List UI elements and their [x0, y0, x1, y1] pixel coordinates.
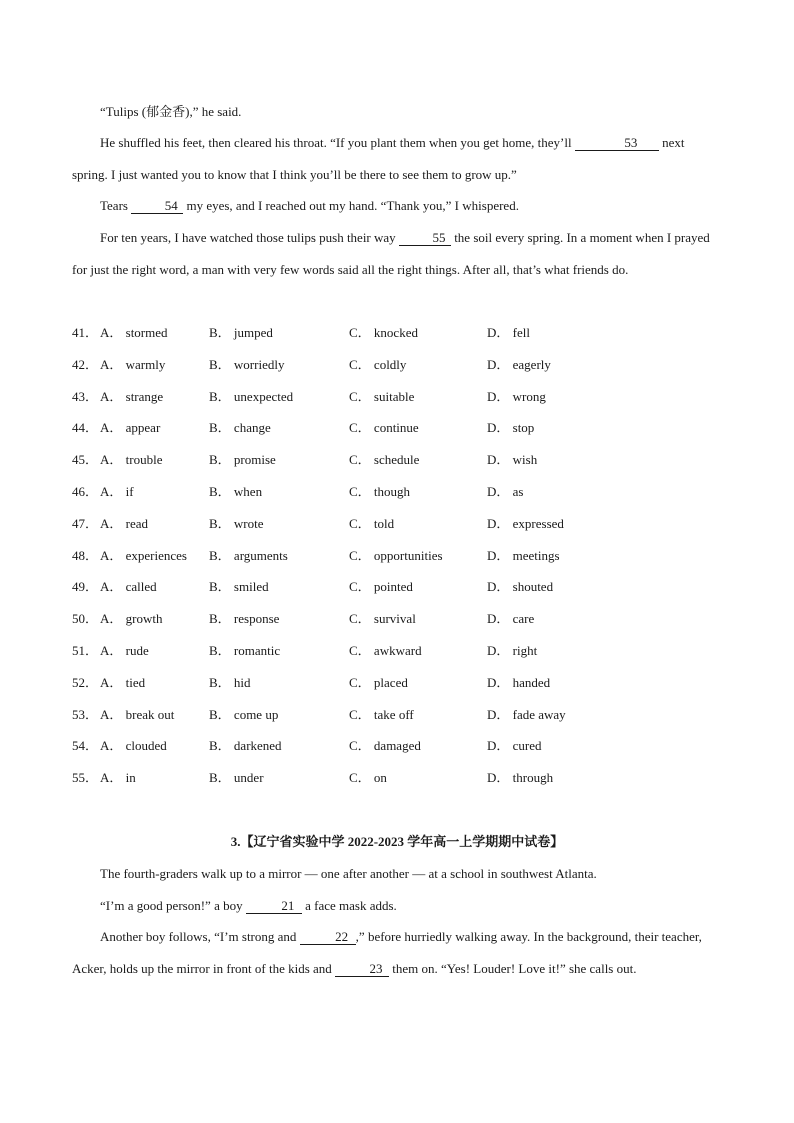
- passage-text: The fourth-graders walk up to a mirror — one after another — at a school in southwest Atlanta.: [100, 866, 597, 881]
- option-a: A． trouble: [100, 452, 163, 468]
- question-row-41: [72, 317, 712, 349]
- option-c: C． knocked: [349, 325, 418, 340]
- option-c: C． damaged: [349, 738, 421, 754]
- question-row-52: [72, 667, 712, 699]
- option-d: D． fade away: [487, 706, 566, 722]
- option-a: A． experiences: [100, 547, 187, 563]
- option-d: D． wrong: [487, 388, 546, 404]
- option-d: D． shouted: [487, 579, 554, 595]
- option-d: D． right: [487, 642, 538, 658]
- option-c: C． pointed: [349, 579, 413, 595]
- option-b: B． smiled: [209, 579, 269, 595]
- option-b: B． hid: [209, 674, 251, 690]
- option-b: B． jumped: [209, 325, 273, 340]
- passage-text: “I’m a good person!” a boy: [100, 898, 246, 913]
- section-3-paragraph-22-23: [72, 921, 712, 985]
- question-row-44: [72, 412, 712, 444]
- passage-text: a face mask adds.: [301, 898, 397, 913]
- answer-options-list: [72, 317, 712, 794]
- question-row-46: [72, 476, 712, 508]
- passage-text: He shuffled his feet, then cleared his throat. “If you plant them when you get home, they’ll: [100, 135, 575, 150]
- answer-blank-22: 22: [300, 929, 356, 945]
- option-c: C． suitable: [349, 388, 415, 404]
- option-b: B． worriedly: [209, 356, 285, 372]
- option-c: C． coldly: [349, 356, 407, 372]
- passage-text: the soil every spring. In a moment when I prayed for just the right word, a man with very few words said all the right things. After all, that’s what friends do.: [72, 230, 710, 277]
- passage-paragraph-55: [72, 222, 712, 286]
- question-number: 41．: [72, 325, 99, 340]
- answer-blank-53: 53: [575, 135, 659, 151]
- option-a: A． appear: [100, 420, 161, 436]
- question-number: 55．: [72, 770, 99, 786]
- question-number: 44．: [72, 420, 99, 436]
- option-d: D． fell: [487, 325, 530, 340]
- question-number: 53．: [72, 706, 99, 722]
- section-3-paragraph-1: [72, 858, 712, 890]
- option-d: D． stop: [487, 420, 535, 436]
- option-c: C． awkward: [349, 642, 422, 658]
- option-b: B． darkened: [209, 738, 282, 754]
- question-number: 45．: [72, 452, 99, 468]
- option-a: A． growth: [100, 611, 163, 627]
- option-a: A． tied: [100, 674, 146, 690]
- option-b: B． wrote: [209, 515, 264, 531]
- option-c: C． on: [349, 770, 387, 786]
- passage-line-tulips: [72, 96, 712, 128]
- question-row-49: [72, 571, 712, 603]
- option-a: A． read: [100, 515, 149, 531]
- option-d: D． meetings: [487, 547, 560, 563]
- option-b: B． under: [209, 770, 264, 786]
- option-d: D． wish: [487, 452, 538, 468]
- option-c: C． schedule: [349, 452, 420, 468]
- passage-text: Another boy follows, “I’m strong and: [100, 929, 300, 944]
- option-b: B． unexpected: [209, 388, 294, 404]
- option-c: C． told: [349, 515, 395, 531]
- option-c: C． continue: [349, 420, 419, 436]
- answer-blank-54: 54: [131, 198, 183, 214]
- question-row-53: [72, 699, 712, 731]
- passage-text: For ten years, I have watched those tulips push their way: [100, 230, 399, 245]
- passage-text: ,” before hurriedly walking away. In the background, their teacher, Acker, holds up the mirror in front of the kids and: [72, 929, 702, 976]
- question-row-42: [72, 349, 712, 381]
- option-c: C． though: [349, 483, 411, 499]
- question-number: 48．: [72, 547, 99, 563]
- option-a: A． in: [100, 770, 136, 786]
- question-row-51: [72, 635, 712, 667]
- passage-paragraph-53: [72, 127, 712, 191]
- option-a: A． if: [100, 483, 134, 499]
- question-number: 51．: [72, 642, 99, 658]
- question-row-45: [72, 444, 712, 476]
- passage-text: next spring. I just wanted you to know that I think you’ll be there to see them to grow up.”: [72, 135, 685, 182]
- option-b: B． arguments: [209, 547, 288, 563]
- option-a: A． strange: [100, 388, 164, 404]
- option-b: B． response: [209, 611, 280, 627]
- question-number: 52．: [72, 674, 99, 690]
- option-d: D． handed: [487, 674, 551, 690]
- option-a: A． called: [100, 579, 157, 595]
- question-number: 43．: [72, 388, 99, 404]
- question-number: 50．: [72, 611, 99, 627]
- option-a: A． warmly: [100, 356, 166, 372]
- option-a: A． break out: [100, 706, 175, 722]
- option-d: D． eagerly: [487, 356, 551, 372]
- question-number: 49．: [72, 579, 99, 595]
- section-3-paragraph-21: [72, 890, 712, 922]
- question-number: 46．: [72, 483, 99, 499]
- option-c: C． placed: [349, 674, 408, 690]
- option-c: C． survival: [349, 611, 416, 627]
- option-b: B． promise: [209, 452, 276, 468]
- option-c: C． opportunities: [349, 547, 443, 563]
- question-row-50: [72, 603, 712, 635]
- passage-text: them on. “Yes! Louder! Love it!” she calls out.: [389, 961, 637, 976]
- question-row-55: [72, 762, 712, 794]
- option-d: D． care: [487, 611, 535, 627]
- section-3-title: 3.【辽宁省实验中学 2022-2023 学年高一上学期期中试卷】: [230, 834, 564, 849]
- option-c: C． take off: [349, 706, 414, 722]
- question-row-48: [72, 540, 712, 572]
- option-d: D． through: [487, 770, 554, 786]
- answer-blank-21: 21: [246, 898, 302, 914]
- option-d: D． cured: [487, 738, 542, 754]
- question-number: 54．: [72, 738, 99, 754]
- answer-blank-55: 55: [399, 230, 451, 246]
- question-row-54: [72, 730, 712, 762]
- option-d: D． as: [487, 483, 524, 499]
- option-b: B． come up: [209, 706, 279, 722]
- question-number: 47．: [72, 515, 99, 531]
- passage-paragraph-54: [72, 190, 712, 222]
- option-d: D． expressed: [487, 515, 564, 531]
- passage-text: Tears: [100, 198, 132, 213]
- option-a: A． stormed: [100, 325, 168, 340]
- option-b: B． when: [209, 483, 263, 499]
- question-number: 42．: [72, 356, 99, 372]
- option-a: A． clouded: [100, 738, 167, 754]
- option-b: B． change: [209, 420, 271, 436]
- option-b: B． romantic: [209, 642, 281, 658]
- question-row-43: [72, 381, 712, 413]
- passage-text: my eyes, and I reached out my hand. “Thank you,” I whispered.: [183, 198, 519, 213]
- passage-text: “Tulips (郁金香),” he said.: [100, 104, 242, 119]
- answer-blank-23: 23: [335, 961, 389, 977]
- option-a: A． rude: [100, 642, 149, 658]
- question-row-47: [72, 508, 712, 540]
